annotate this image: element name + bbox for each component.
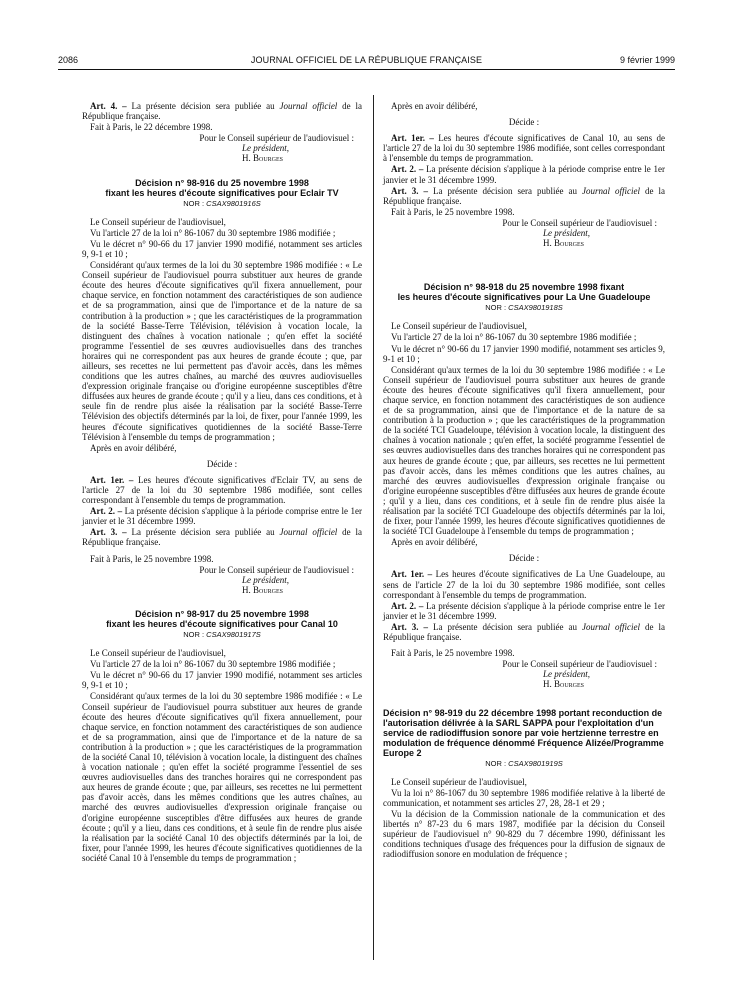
signature-role: Le président,	[242, 574, 289, 585]
paragraph: Vu l'article 27 de la loi n° 86-1067 du 30 septembre 1986 modifiée ;	[90, 227, 336, 238]
done-at-paris: Fait à Paris, le 22 décembre 1998.	[90, 122, 213, 133]
paragraph: Vu l'article 27 de la loi n° 86-1067 du 30 septembre 1986 modifiée ;	[90, 659, 336, 670]
article-2: Art. 2. – La présente décision s'applique à la période comprise entre le 1er janvier et le 31 décembre 1999.	[82, 506, 362, 527]
decision-916-nor: NOR : CSAX9801916S	[183, 198, 261, 208]
paragraph: Vu la loi n° 86-1067 du 30 septembre 1986 modifiée relative à la liberté de communication, et notamment ses articles 27, 28, 28-1 et 29 ;	[383, 787, 665, 808]
signature-for: Pour le Conseil supérieur de l'audiovisuel :	[199, 564, 354, 575]
decide-heading: Décide :	[508, 553, 540, 564]
issue-date: 9 février 1999	[619, 55, 675, 65]
paragraph: Vu la décision de la Commission nationale de la communication et des libertés n° 87-23 du 6 mars 1987, modifiée par la décision du Conseil supérieur de l'audiovisuel n° 90-829 du 7 décembre 1990, définissant les conditions techniques d'usage des fréquences pour la diffusion de signaux de radiodiffusion sonore en modulation de fréquence ;	[383, 808, 665, 860]
decision-918-nor: NOR : CSAX9801918S	[485, 303, 563, 313]
page-header	[58, 55, 675, 69]
article-3: Art. 3. – La présente décision sera publiée au Journal officiel de la République française.	[383, 185, 665, 206]
paragraph: Le Conseil supérieur de l'audiovisuel,	[391, 776, 527, 787]
paragraph: Après en avoir délibéré,	[391, 101, 478, 111]
decision-917-title: Décision n° 98-917 du 25 novembre 1998 fixant les heures d'écoute significatives pour Canal 10	[106, 608, 338, 629]
paragraph: Vu le décret n° 90-66 du 17 janvier 1990 modifié, notamment ses articles 9, 9-1 et 10 ;	[82, 238, 362, 259]
decision-919-title: Décision n° 98-919 du 22 décembre 1998 portant reconduction de l'autorisation délivrée à la SARL SAPPA pour l'exploitation d'un service de radiodiffusion sonore par voie hertzienne terrestre en modulation de fréquence dénommé Fréquence Alizée/Programme Europe 2	[383, 707, 664, 758]
signature-name: H. Bourges	[242, 153, 284, 164]
signature-role: Le président,	[543, 669, 590, 680]
article-1: Art. 1er. – Les heures d'écoute significatives de Canal 10, au sens de l'article 27 de la loi du 30 septembre 1986 modifiée, sont celles correspondant à l'ensemble du temps de programmation.	[383, 133, 666, 164]
paragraph: Vu le décret n° 90-66 du 17 janvier 1990 modifié, notamment ses articles 9, 9-1 et 10 ;	[82, 670, 362, 691]
page-number: 2086	[58, 55, 79, 65]
signature-name: H. Bourges	[543, 679, 585, 690]
paragraph: Après en avoir délibéré,	[391, 537, 478, 548]
paragraph: Le Conseil supérieur de l'audiovisuel,	[391, 321, 527, 332]
article-3: Art. 3. – La présente décision sera publiée au Journal officiel de la République française.	[383, 621, 665, 643]
paragraph: Considérant qu'aux termes de la loi du 30 septembre 1986 modifiée : « Le Conseil supérieur de l'audiovisuel pourra substituer aux heures de grande écoute des heures d'écoute significatives qu'il fixera annuellement, pour chaque service, en fonction notamment des caractéristiques de son audience et de sa programmation, ainsi que de l'importance et de la nature de sa contribution à la production » ; que les caractéristiques de la programmation de la société Basse-Terre Télévision, télévision à vocation locale, la distinguent des chaînes à vocation nationale ; qu'en effet la société programme l'essentiel de ses œuvres audiovisuelles dans des tranches horaires qui ne correspondent pas aux heures de grande écoute ; que, par ailleurs, ses recettes ne lui permettent pas d'avoir accès, dans les mêmes conditions que les autres chaînes, au marché des œuvres audiovisuelles d'expression originale française ou d'origine européenne susceptibles d'être diffusées aux heures de grande écoute ; qu'il y a lieu, dans ces conditions, et à seule fin de rendre plus aisée la réalisation par la société Basse-Terre Télévision des objectifs déterminés par la loi, de fixer, pour l'année 1999, les heures d'écoute significatives quotidiennes de la société Basse-Terre Télévision à l'ensemble du temps de programmation ;	[82, 260, 362, 442]
right-column	[383, 101, 665, 860]
paragraph: Vu l'article 27 de la loi n° 86-1067 du 30 septembre 1986 modifiée ;	[391, 332, 637, 343]
article-2: Art. 2. – La présente décision s'applique à la période comprise entre le 1er janvier et le 31 décembre 1999.	[383, 600, 665, 621]
paragraph: Le Conseil supérieur de l'audiovisuel,	[90, 648, 226, 659]
article-1: Art. 1er. – Les heures d'écoute significatives d'Eclair TV, au sens de l'article 27 de la loi du 30 septembre 1986 modifiée, sont celles correspondant à l'ensemble du temps de programmation.	[82, 474, 362, 506]
decision-919-nor: NOR : CSAX9801919S	[485, 758, 563, 768]
signature-block	[82, 133, 362, 163]
signature-role: Le président,	[242, 143, 289, 154]
done-at-paris: Fait à Paris, le 25 novembre 1998.	[90, 553, 214, 564]
paragraph: Après en avoir délibéré,	[90, 442, 177, 453]
article-2: Art. 2. – La présente décision s'applique à la période comprise entre le 1er janvier et le 31 décembre 1999.	[383, 164, 665, 185]
signature-role: Le président,	[543, 228, 590, 239]
signature-block	[82, 565, 362, 595]
signature-for: Pour le Conseil supérieur de l'audiovisuel :	[199, 133, 354, 144]
paragraph: Considérant qu'aux termes de la loi du 30 septembre 1986 modifiée : « Le Conseil supérieur de l'audiovisuel pourra substituer aux heures de grande écoute des heures d'écoute significatives qu'il fixera annuellement, pour chaque service, en fonction notamment des caractéristiques de son audience et de sa programmation, ainsi que de l'importance et de la nature de sa contribution à la production » ; que les caractéristiques de la programmation de la société TCI Guadeloupe, télévision à vocation locale, la distinguent des chaînes à vocation nationale ; qu'en effet, la société programme l'essentiel de ses œuvres audiovisuelles dans des tranches horaires qui ne correspondent pas aux heures de grande écoute ; que, par ailleurs, ses recettes ne lui permettent pas d'avoir accès, dans les mêmes conditions que les autres chaînes, au marché des œuvres audiovisuelles d'expression originale française ou d'origine européenne susceptibles d'être diffusées aux heures de grande écoute ; qu'il y a lieu, dans ces conditions, et à seule fin de rendre plus aisée la réalisation par la société TCI Guadeloupe des objectifs déterminés par la loi, de fixer, pour l'année 1999, les heures d'écoute significatives quotidiennes de la société TCI Guadeloupe à l'ensemble du temps de programmation ;	[383, 364, 665, 537]
header-rule	[58, 69, 675, 70]
signature-name: H. Bourges	[242, 584, 284, 595]
article-4: Art. 4. – La présente décision sera publiée au Journal officiel de la République française.	[82, 101, 362, 122]
decision-916-title: Décision n° 98-916 du 25 novembre 1998 fixant les heures d'écoute significatives pour Eclair TV	[105, 177, 339, 198]
done-at-paris: Fait à Paris, le 25 novembre 1998.	[391, 648, 515, 659]
signature-block	[383, 218, 665, 248]
signature-block	[383, 659, 665, 689]
signature-name: H. Bourges	[543, 238, 585, 249]
decide-heading: Décide :	[206, 458, 238, 469]
column-divider	[373, 95, 374, 960]
decision-918-title: Décision n° 98-918 du 25 novembre 1998 fixant les heures d'écoute significatives pour La Une Guadeloupe	[397, 282, 651, 303]
signature-for: Pour le Conseil supérieur de l'audiovisuel :	[502, 217, 657, 228]
left-column	[82, 101, 362, 864]
paragraph: Le Conseil supérieur de l'audiovisuel,	[90, 216, 226, 227]
article-3: Art. 3. – La présente décision sera publiée au Journal officiel de la République française.	[82, 527, 362, 548]
decision-917-nor: NOR : CSAX9801917S	[183, 629, 261, 639]
article-1: Art. 1er. – Les heures d'écoute significatives de La Une Guadeloupe, au sens de l'article 27 de la loi du 30 septembre 1986 modifiée, sont celles correspondant à l'ensemble du temps de programmation.	[383, 569, 665, 600]
paragraph: Vu le décret n° 90-66 du 17 janvier 1990 modifié, notamment ses articles 9, 9-1 et 10 ;	[383, 343, 665, 364]
signature-for: Pour le Conseil supérieur de l'audiovisuel :	[502, 659, 657, 670]
done-at-paris: Fait à Paris, le 25 novembre 1998.	[391, 206, 515, 217]
paragraph: Considérant qu'aux termes de la loi du 30 septembre 1986 modifiée : « Le Conseil supérieur de l'audiovisuel pourra substituer aux heures de grande écoute des heures d'écoute significatives qu'il fixera annuellement, pour chaque service, en fonction notamment des caractéristiques de son audience et de sa programmation, ainsi que de l'importance et de la nature de sa contribution à la production » ; que les caractéristiques de la programmation de la société Canal 10, télévision à vocation locale, la distinguent des chaînes à vocation nationale ; qu'en effet la société programme l'essentiel de ses œuvres audiovisuelles dans des tranches horaires qui ne correspondent pas aux heures de grande écoute ; que, par ailleurs, ses recettes ne lui permettent pas d'avoir accès, dans les mêmes conditions que les autres chaînes, au marché des œuvres audiovisuelles d'expression originale française ou d'origine européenne susceptibles d'être diffusées aux heures de grande écoute ; qu'il y a lieu, dans ces conditions, et à seule fin de rendre plus aisée la réalisation par la société Canal 10 des objectifs déterminés par la loi, de fixer, pour l'année 1999, les heures d'écoute significatives quotidiennes de la société Canal 10 à l'ensemble du temps de programmation ;	[82, 691, 362, 863]
decide-heading: Décide :	[508, 117, 540, 128]
journal-title: JOURNAL OFFICIEL DE LA RÉPUBLIQUE FRANÇAISE	[250, 55, 483, 65]
